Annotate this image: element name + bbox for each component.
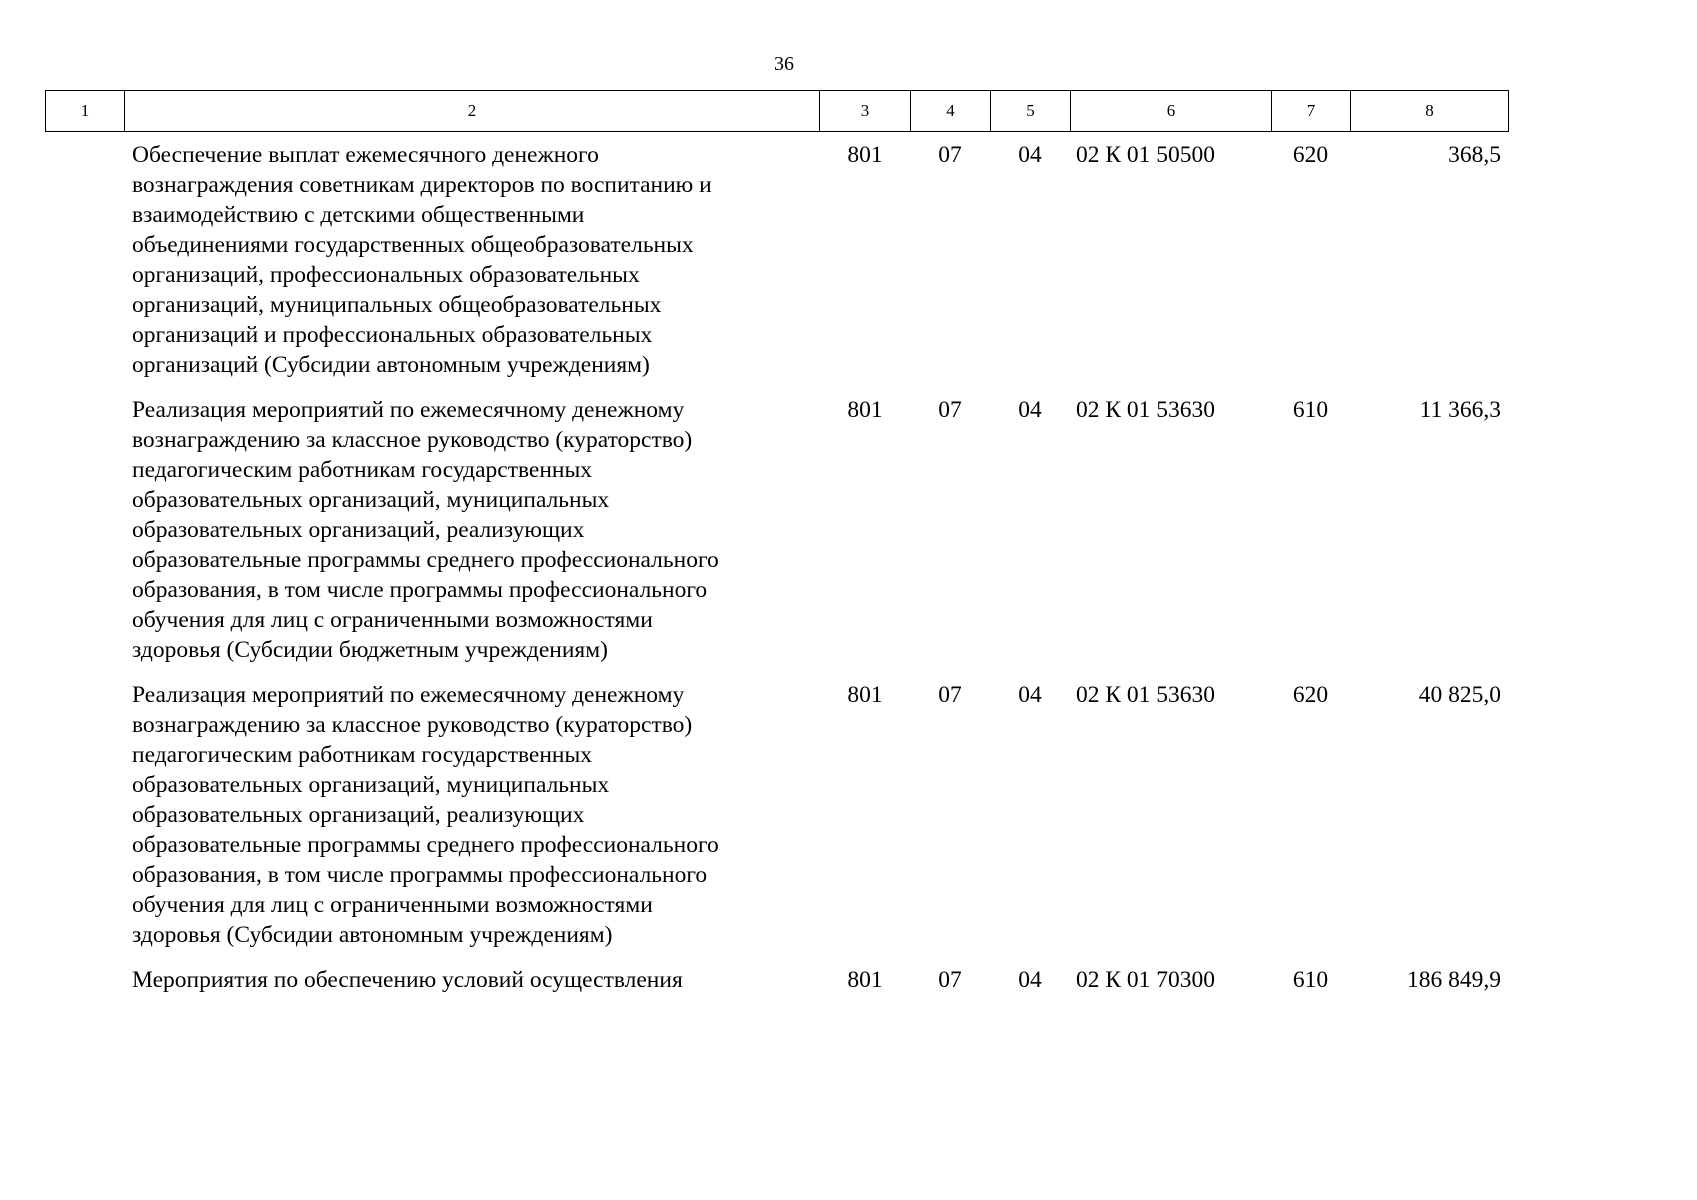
cell-col3: 801 <box>847 142 883 168</box>
description-line: вознаграждению за классное руководство (кураторство) <box>132 427 693 453</box>
description-line: здоровья (Субсидии бюджетным учреждениям) <box>132 637 608 663</box>
description-line: организаций (Субсидии автономным учреждениям) <box>132 352 650 378</box>
cell-col5: 04 <box>1018 682 1042 708</box>
description-line: образовательных организаций, реализующих <box>132 802 585 828</box>
column-header-5: 5 <box>991 91 1071 132</box>
cell-col3: 801 <box>847 397 883 423</box>
description-line: организаций, профессиональных образовательных <box>132 262 640 288</box>
table-body <box>0 140 1555 1005</box>
column-header-2: 2 <box>125 91 820 132</box>
description-line: Реализация мероприятий по ежемесячному денежному <box>132 397 685 423</box>
table-row <box>0 395 1555 680</box>
column-header-8: 8 <box>1351 91 1509 132</box>
cell-col5: 04 <box>1018 142 1042 168</box>
cell-col7: 610 <box>1292 397 1329 423</box>
row-description <box>132 680 812 950</box>
column-header-7: 7 <box>1272 91 1351 132</box>
cell-col6: 02 К 01 50500 <box>1076 142 1216 168</box>
description-line: Мероприятия по обеспечению условий осуществления <box>132 967 683 993</box>
description-line: педагогическим работникам государственных <box>132 457 593 483</box>
description-line: организаций и профессиональных образовательных <box>132 322 653 348</box>
cell-col7: 620 <box>1292 682 1329 708</box>
page-number: 36 <box>774 53 794 75</box>
cell-col8: 40 825,0 <box>1418 682 1501 708</box>
row-description <box>132 965 812 995</box>
description-line: Реализация мероприятий по ежемесячному денежному <box>132 682 685 708</box>
description-line: вознаграждению за классное руководство (кураторство) <box>132 712 693 738</box>
cell-col8: 368,5 <box>1448 142 1501 168</box>
cell-col6: 02 К 01 70300 <box>1076 967 1216 993</box>
cell-col3: 801 <box>847 967 883 993</box>
cell-col8: 186 849,9 <box>1407 967 1501 993</box>
cell-col3: 801 <box>847 682 883 708</box>
description-line: взаимодействию с детскими общественными <box>132 202 585 228</box>
cell-col4: 07 <box>938 397 962 423</box>
cell-col4: 07 <box>938 967 962 993</box>
row-description <box>132 395 812 665</box>
column-header-3: 3 <box>820 91 911 132</box>
description-line: Обеспечение выплат ежемесячного денежного <box>132 142 599 168</box>
cell-col8: 11 366,3 <box>1419 397 1501 423</box>
description-line: обучения для лиц с ограниченными возможностями <box>132 892 653 918</box>
cell-col6: 02 К 01 53630 <box>1076 397 1216 423</box>
description-line: организаций, муниципальных общеобразовательных <box>132 292 662 318</box>
column-header-6: 6 <box>1071 91 1272 132</box>
description-line: образовательные программы среднего профессионального <box>132 832 719 858</box>
row-description <box>132 140 812 380</box>
cell-col4: 07 <box>938 142 962 168</box>
description-line: образования, в том числе программы профессионального <box>132 577 708 603</box>
description-line: педагогическим работникам государственных <box>132 742 593 768</box>
description-line: объединениями государственных общеобразовательных <box>132 232 694 258</box>
cell-col5: 04 <box>1018 397 1042 423</box>
cell-col4: 07 <box>938 682 962 708</box>
description-line: обучения для лиц с ограниченными возможностями <box>132 607 653 633</box>
cell-col7: 620 <box>1292 142 1329 168</box>
column-header-1: 1 <box>46 91 125 132</box>
table-row <box>0 140 1555 395</box>
description-line: вознаграждения советникам директоров по воспитанию и <box>132 172 712 198</box>
table-header <box>45 90 1509 132</box>
description-line: здоровья (Субсидии автономным учреждениям) <box>132 922 613 948</box>
description-line: образовательных организаций, реализующих <box>132 517 585 543</box>
table-row <box>0 680 1555 965</box>
description-line: образовательных организаций, муниципальных <box>132 772 610 798</box>
column-header-4: 4 <box>911 91 991 132</box>
table-row <box>0 965 1555 1005</box>
cell-col7: 610 <box>1292 967 1329 993</box>
cell-col6: 02 К 01 53630 <box>1076 682 1216 708</box>
cell-col5: 04 <box>1018 967 1042 993</box>
description-line: образовательные программы среднего профессионального <box>132 547 719 573</box>
description-line: образования, в том числе программы профессионального <box>132 862 708 888</box>
description-line: образовательных организаций, муниципальных <box>132 487 610 513</box>
